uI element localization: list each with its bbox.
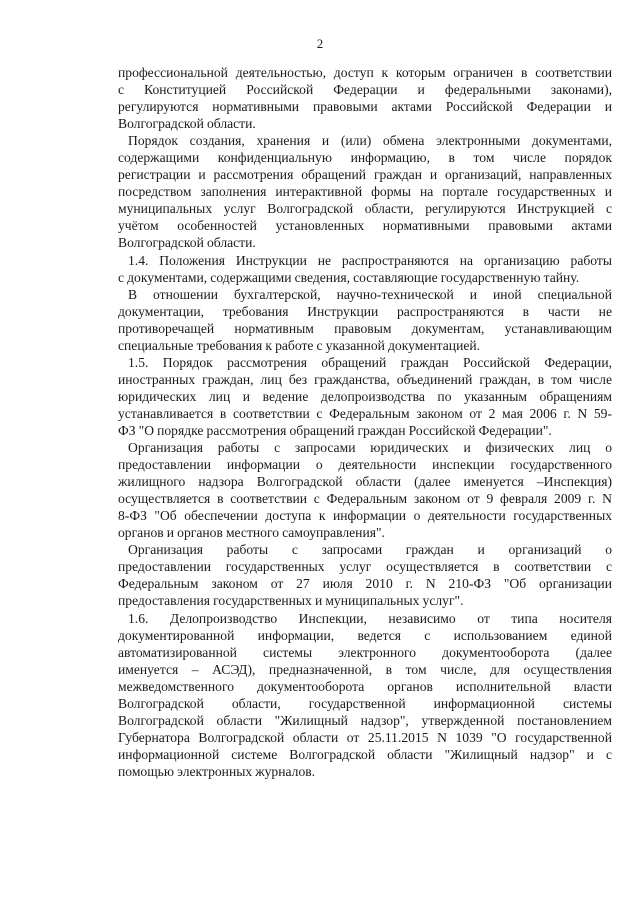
text-line: именуется – АСЭД), предназначенной, в том числе, для осуществления — [118, 661, 612, 677]
text-line: регистрации и рассмотрения обращений граждан и организаций, направленных — [118, 167, 612, 183]
text-line: автоматизированной системы электронного документооборота (далее — [118, 644, 612, 660]
text-line: Федеральным законом от 27 июля 2010 г. N 210-ФЗ "Об организации — [118, 576, 612, 592]
page-number: 2 — [316, 36, 324, 51]
text-line: В отношении бухгалтерской, научно-технической и иной специальной — [128, 286, 612, 302]
text-line: Волгоградской области. — [118, 116, 256, 132]
text-line: 1.6. Делопроизводство Инспекции, независимо от типа носителя — [128, 610, 612, 626]
text-line: Губернатора Волгоградской области от 25.11.2015 N 1039 "О государственной — [118, 729, 612, 745]
text-line: Волгоградской области, государственной информационной системы — [118, 695, 612, 711]
text-line: предоставлении государственных услуг осуществляется в соответствии с — [118, 559, 612, 575]
text-line: ФЗ "О порядке рассмотрения обращений граждан Российской Федерации". — [118, 422, 552, 438]
text-line: Порядок создания, хранения и (или) обмена электронными документами, — [128, 133, 612, 149]
text-line: 1.5. Порядок рассмотрения обращений граждан Российской Федерации, — [128, 354, 612, 370]
text-line: иностранных граждан, лиц без гражданства, объединений граждан, в том числе — [118, 371, 612, 387]
text-line: регулируются нормативными правовыми актами Российской Федерации и — [118, 99, 612, 115]
text-line: информационной системе Волгоградской области "Жилищный надзор" и с — [118, 746, 612, 762]
text-line: помощью электронных журналов. — [118, 763, 316, 779]
text-line: 1.4. Положения Инструкции не распространяются на организацию работы — [128, 252, 612, 268]
text-line: с Конституцией Российской Федерации и федеральными законами), — [118, 82, 612, 98]
text-line: жилищного надзора Волгоградской области (далее именуется –Инспекция) — [118, 474, 612, 490]
text-line: осуществляется в соответствии с Федеральным законом от 9 февраля 2009 г. N — [118, 491, 612, 507]
text-line: Волгоградской области "Жилищный надзор", утвержденной постановлением — [118, 712, 612, 728]
text-line: содержащими конфиденциальную информацию, в том числе порядок — [118, 150, 612, 166]
text-line: органов и органов местного самоуправления". — [118, 525, 385, 541]
text-line: посредством заполнения интерактивной формы на портале государственных и — [118, 184, 612, 200]
text-line: 8-ФЗ "Об обеспечении доступа к информации о деятельности государственных — [118, 508, 612, 524]
text-line: предоставлении информации о деятельности инспекции государственного — [118, 457, 612, 473]
text-line: Организация работы с запросами граждан и организаций о — [128, 542, 612, 558]
text-line: юридических лиц и ведение делопроизводства по указанным обращениям — [118, 388, 612, 404]
text-line: с документами, содержащими сведения, составляющие государственную тайну. — [118, 269, 580, 285]
text-line: специальные требования к работе с указанной документацией. — [118, 337, 481, 353]
text-line: противоречащей нормативным правовым документам, устанавливающим — [118, 320, 612, 336]
text-line: документации, требования Инструкции распространяются в части не — [118, 303, 612, 319]
text-line: Волгоградской области. — [118, 235, 256, 251]
text-line: учётом особенностей установленных нормативными правовыми актами — [118, 218, 612, 234]
text-line: муниципальных услуг Волгоградской области, регулируются Инструкцией с — [118, 201, 612, 217]
document-body-text — [118, 64, 612, 780]
text-line: предоставления государственных и муниципальных услуг". — [118, 593, 464, 609]
text-line: Организация работы с запросами юридических и физических лиц о — [128, 440, 612, 456]
text-line: устанавливается в соответствии с Федеральным законом от 2 мая 2006 г. N 59- — [118, 405, 612, 421]
text-line: документированной информации, ведется с использованием единой — [118, 627, 612, 643]
text-line: профессиональной деятельностью, доступ к которым ограничен в соответствии — [118, 65, 612, 80]
text-line: межведомственного документооборота органов исполнительной власти — [118, 678, 612, 694]
